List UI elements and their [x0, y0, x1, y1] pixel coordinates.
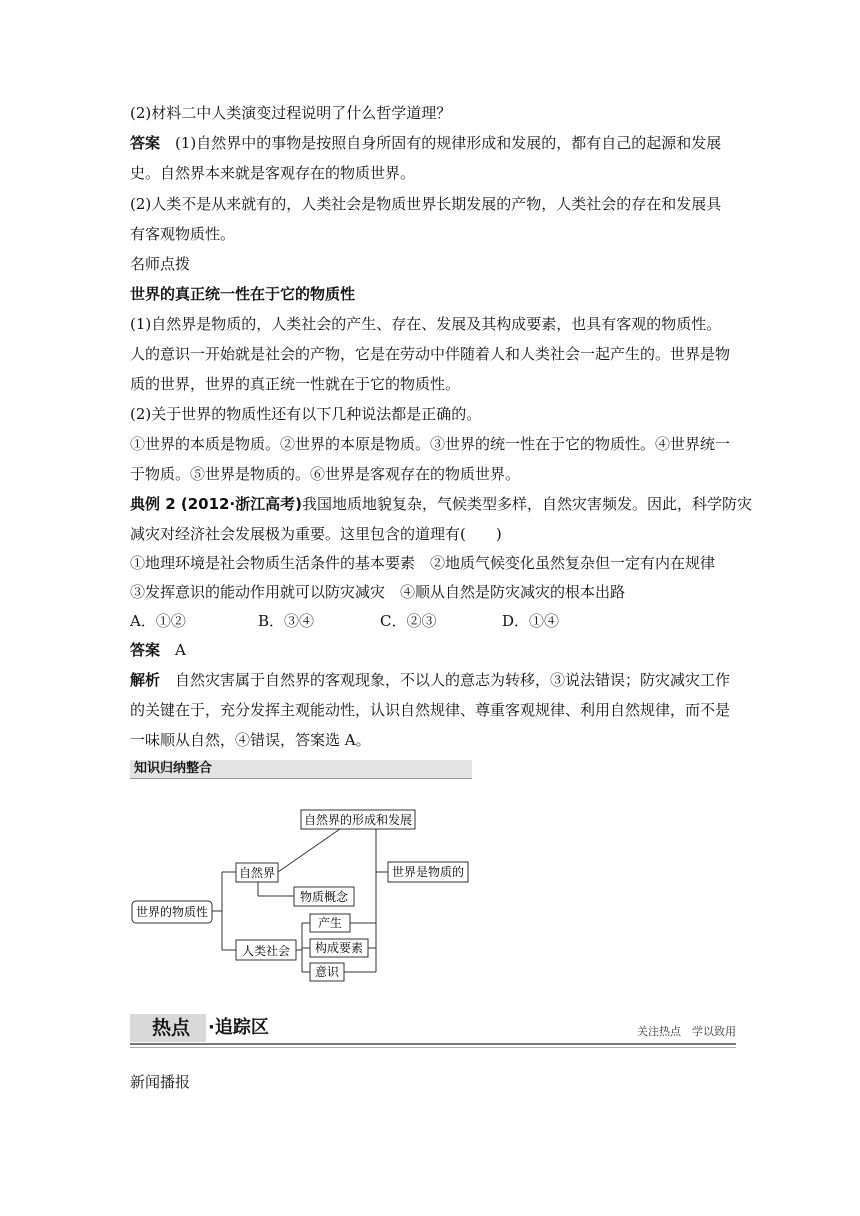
choice-d: D．①④ — [502, 612, 560, 630]
answer-line-3: (2)人类不是从来就有的，人类社会是物质世界长期发展的产物，人类社会的存在和发展具 — [130, 195, 722, 213]
section-bar-title: 知识归纳整合 — [134, 761, 213, 776]
diagram-conclusion-node — [388, 862, 468, 882]
diagram-society-label: 人类社会 — [241, 944, 291, 958]
answer-label: 答案 — [130, 134, 161, 152]
answer-text-1: (1)自然界中的事物是按照自身所固有的规律形成和发展的，都有自己的起源和发展 — [175, 134, 722, 152]
hot-right-caption: 关注热点 学以致用 — [637, 1025, 736, 1038]
example-text-1: 我国地质地貌复杂，气候类型多样，自然灾害频发。因此，科学防灾 — [302, 495, 753, 513]
diagram-root-node — [132, 901, 212, 923]
example-line-2: 减灾对经济社会发展极为重要。这里包含的道理有( ) — [130, 525, 502, 543]
diagram-root-label: 世界的物质性 — [135, 905, 209, 919]
diagram-origin-label: 产生 — [317, 916, 343, 930]
analysis-line-3: 一味顺从自然，④错误，答案选 A。 — [130, 731, 371, 749]
answer2-label: 答案 — [130, 641, 161, 659]
option-line-2: ③发挥意识的能动作用就可以防灾减灾 ④顺从自然是防灾减灾的根本出路 — [130, 583, 626, 601]
tips-title: 世界的真正统一性在于它的物质性 — [130, 285, 356, 303]
choice-a: A．①② — [130, 612, 186, 630]
answer-line-2: 史。自然界本来就是客观存在的物质世界。 — [130, 164, 416, 182]
tips-line-6: 于物质。⑤世界是物质的。⑥世界是客观存在的物质世界。 — [130, 465, 521, 483]
hot-tab — [130, 1014, 206, 1042]
diagram-nature-label: 自然界 — [238, 866, 276, 880]
diagram-society-node — [236, 940, 296, 960]
hot-rule-thin — [130, 1047, 736, 1048]
diagram-elements-node — [310, 939, 368, 957]
option-line-1: ①地理环境是社会物质生活条件的基本要素 ②地质气候变化虽然复杂但一定有内在规律 — [130, 554, 716, 572]
diagram-concept-label: 物质概念 — [299, 890, 349, 904]
tips-line-4: (2)关于世界的物质性还有以下几种说法都是正确的。 — [130, 405, 482, 423]
diagram-formation-label: 自然界的形成和发展 — [303, 813, 413, 827]
diagram-consciousness-label: 意识 — [314, 965, 340, 979]
tips-line-5: ①世界的本质是物质。②世界的本原是物质。③世界的统一性在于它的物质性。④世界统一 — [130, 435, 731, 453]
analysis-label: 解析 — [130, 671, 161, 689]
diagram-nature-node — [236, 863, 278, 882]
news-heading: 新闻播报 — [130, 1073, 191, 1091]
diagram-consciousness-node — [310, 963, 344, 981]
hot-subtitle: ·追踪区 — [208, 1017, 269, 1038]
answer2-value: A — [175, 641, 186, 659]
diagram-elements-label: 构成要素 — [314, 941, 364, 955]
choice-c: C．②③ — [380, 612, 437, 630]
question-2: (2)材料二中人类演变过程说明了什么哲学道理？ — [130, 104, 452, 122]
diagram-formation-node — [301, 810, 415, 829]
choice-b: B．③④ — [258, 612, 315, 630]
tips-line-2: 人的意识一开始就是社会的产物，它是在劳动中伴随着人和人类社会一起产生的。世界是物 — [130, 345, 731, 363]
tips-line-1: (1)自然界是物质的，人类社会的产生、存在、发展及其构成要素，也具有客观的物质性。 — [130, 315, 722, 333]
diagram-conclusion-label: 世界是物质的 — [391, 865, 465, 879]
analysis-text-1: 自然灾害属于自然界的客观现象，不以人的意志为转移，③说法错误；防灾减灾工作 — [175, 671, 731, 689]
hot-tab-label: 热点 — [152, 1017, 191, 1039]
diagram-origin-node — [310, 914, 350, 932]
example-label: 典例 2 (2012·浙江高考) — [130, 495, 303, 513]
tips-heading: 名师点拨 — [130, 255, 191, 273]
hot-section-header — [130, 1012, 736, 1044]
hot-rule — [130, 1043, 736, 1045]
analysis-line-2: 的关键在于，充分发挥主观能动性，认识自然规律、尊重客观规律、利用自然规律，而不是 — [130, 701, 731, 719]
answer-line-4: 有客观物质性。 — [130, 225, 236, 243]
tips-line-3: 质的世界，世界的真正统一性就在于它的物质性。 — [130, 375, 461, 393]
diagram-concept-node — [294, 887, 354, 906]
